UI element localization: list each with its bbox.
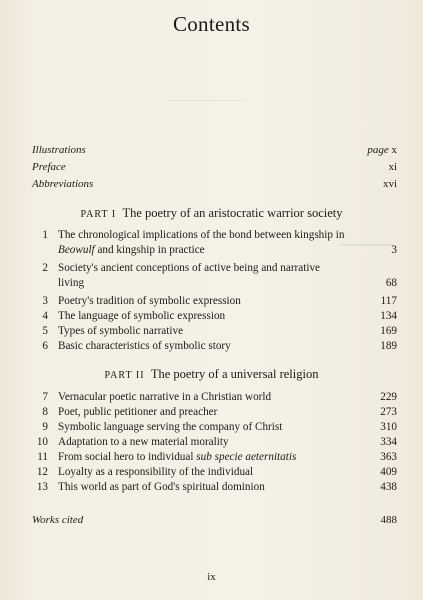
- toc-entry: [32, 324, 397, 339]
- chapter-number: 2: [42, 262, 48, 274]
- chapter-page: 189: [380, 340, 397, 352]
- chapter-title: Adaptation to a new material morality: [58, 436, 229, 448]
- part-heading: [0, 206, 423, 221]
- chapter-title: Society's ancient conceptions of active being and narrative living: [58, 262, 321, 289]
- chapter-number: 13: [36, 481, 48, 493]
- toc-entry: [32, 480, 397, 495]
- front-matter-row: [32, 142, 397, 159]
- chapter-title-italic: Beowulf: [58, 244, 95, 256]
- page-title: Contents: [172, 12, 251, 36]
- chapter-title: Loyalty as a responsibility of the individual: [58, 466, 254, 478]
- part-title: The poetry of an aristocratic warrior society: [122, 206, 343, 220]
- chapter-title: [58, 229, 344, 256]
- chapter-number: 6: [42, 340, 48, 352]
- chapter-number: 9: [42, 421, 48, 433]
- part-label: PART II: [104, 370, 145, 381]
- chapter-page: 273: [380, 406, 397, 418]
- chapter-title: Poetry's tradition of symbolic expression: [58, 295, 241, 307]
- front-matter-label: Preface: [32, 161, 66, 173]
- toc-entry: [32, 228, 397, 258]
- chapter-title: Vernacular poetic narrative in a Christian world: [58, 391, 272, 403]
- chapter-number: 11: [37, 451, 48, 463]
- chapter-title: Basic characteristics of symbolic story: [58, 340, 231, 352]
- front-matter-page: xvi: [382, 178, 397, 190]
- chapter-number: 10: [36, 436, 48, 448]
- part-heading: [0, 367, 423, 382]
- chapter-number: 3: [42, 295, 48, 307]
- chapter-title: Types of symbolic narrative: [58, 325, 184, 337]
- chapter-page: 409: [380, 466, 397, 478]
- chapter-page: 438: [380, 481, 397, 493]
- chapter-title-italic: sub specie aeternitatis: [196, 451, 297, 463]
- chapter-number: 4: [42, 310, 48, 322]
- chapter-page: 134: [380, 310, 397, 322]
- part-chapter-list: [32, 390, 397, 495]
- toc-entry: [32, 339, 397, 354]
- chapter-title: Symbolic language serving the company of Christ: [58, 421, 283, 433]
- chapter-page: 310: [380, 421, 397, 433]
- front-matter-page: xi: [388, 161, 397, 173]
- chapter-page: 229: [380, 391, 397, 403]
- part-title: The poetry of a universal religion: [150, 367, 319, 381]
- chapter-number: 8: [42, 406, 48, 418]
- works-cited-page: 488: [380, 514, 397, 526]
- chapter-title-text: and kingship in practice: [94, 244, 205, 256]
- chapter-page: 334: [380, 436, 397, 448]
- page-folio: ix: [207, 571, 216, 583]
- front-matter-page: x: [391, 144, 397, 156]
- chapter-title: Poet, public petitioner and preacher: [58, 406, 218, 418]
- front-matter-label: Illustrations: [32, 144, 86, 156]
- chapter-page: 68: [385, 277, 397, 289]
- chapter-title-text: The chronological implications of the bond between kingship in: [58, 229, 345, 241]
- toc-entry: [32, 435, 397, 450]
- works-cited-label: Works cited: [32, 514, 84, 526]
- chapter-number: 7: [42, 391, 48, 403]
- page-prefix: page: [367, 144, 389, 156]
- front-matter-row: [32, 176, 397, 193]
- toc-entry: [32, 420, 397, 435]
- chapter-title: This world as part of God's spiritual dominion: [58, 481, 265, 493]
- chapter-page: 169: [380, 325, 397, 337]
- front-matter-label: Abbreviations: [32, 178, 94, 190]
- toc-entry: [32, 261, 397, 291]
- chapter-page: 3: [391, 244, 397, 256]
- show-through-mark: ――: [340, 228, 392, 257]
- chapter-page: 363: [380, 451, 397, 463]
- front-matter-row: [32, 159, 397, 176]
- front-matter-list: [32, 142, 397, 193]
- chapter-number: 12: [36, 466, 48, 478]
- toc-entry: [32, 294, 397, 309]
- part-chapter-list: [32, 228, 397, 354]
- show-through-heading: ――――: [165, 88, 245, 110]
- chapter-number: 5: [42, 325, 48, 337]
- chapter-page: 117: [380, 295, 397, 307]
- toc-entry: [32, 390, 397, 405]
- chapter-number: 1: [42, 229, 48, 241]
- chapter-title-text: From social hero to individual: [58, 451, 197, 463]
- toc-entry: [32, 405, 397, 420]
- toc-entry: [32, 450, 397, 465]
- chapter-title: The language of symbolic expression: [58, 310, 226, 322]
- works-cited-row: [32, 514, 397, 526]
- toc-entry: [32, 465, 397, 480]
- toc-entry: [32, 309, 397, 324]
- part-label: PART I: [80, 209, 117, 220]
- chapter-title: [58, 451, 296, 463]
